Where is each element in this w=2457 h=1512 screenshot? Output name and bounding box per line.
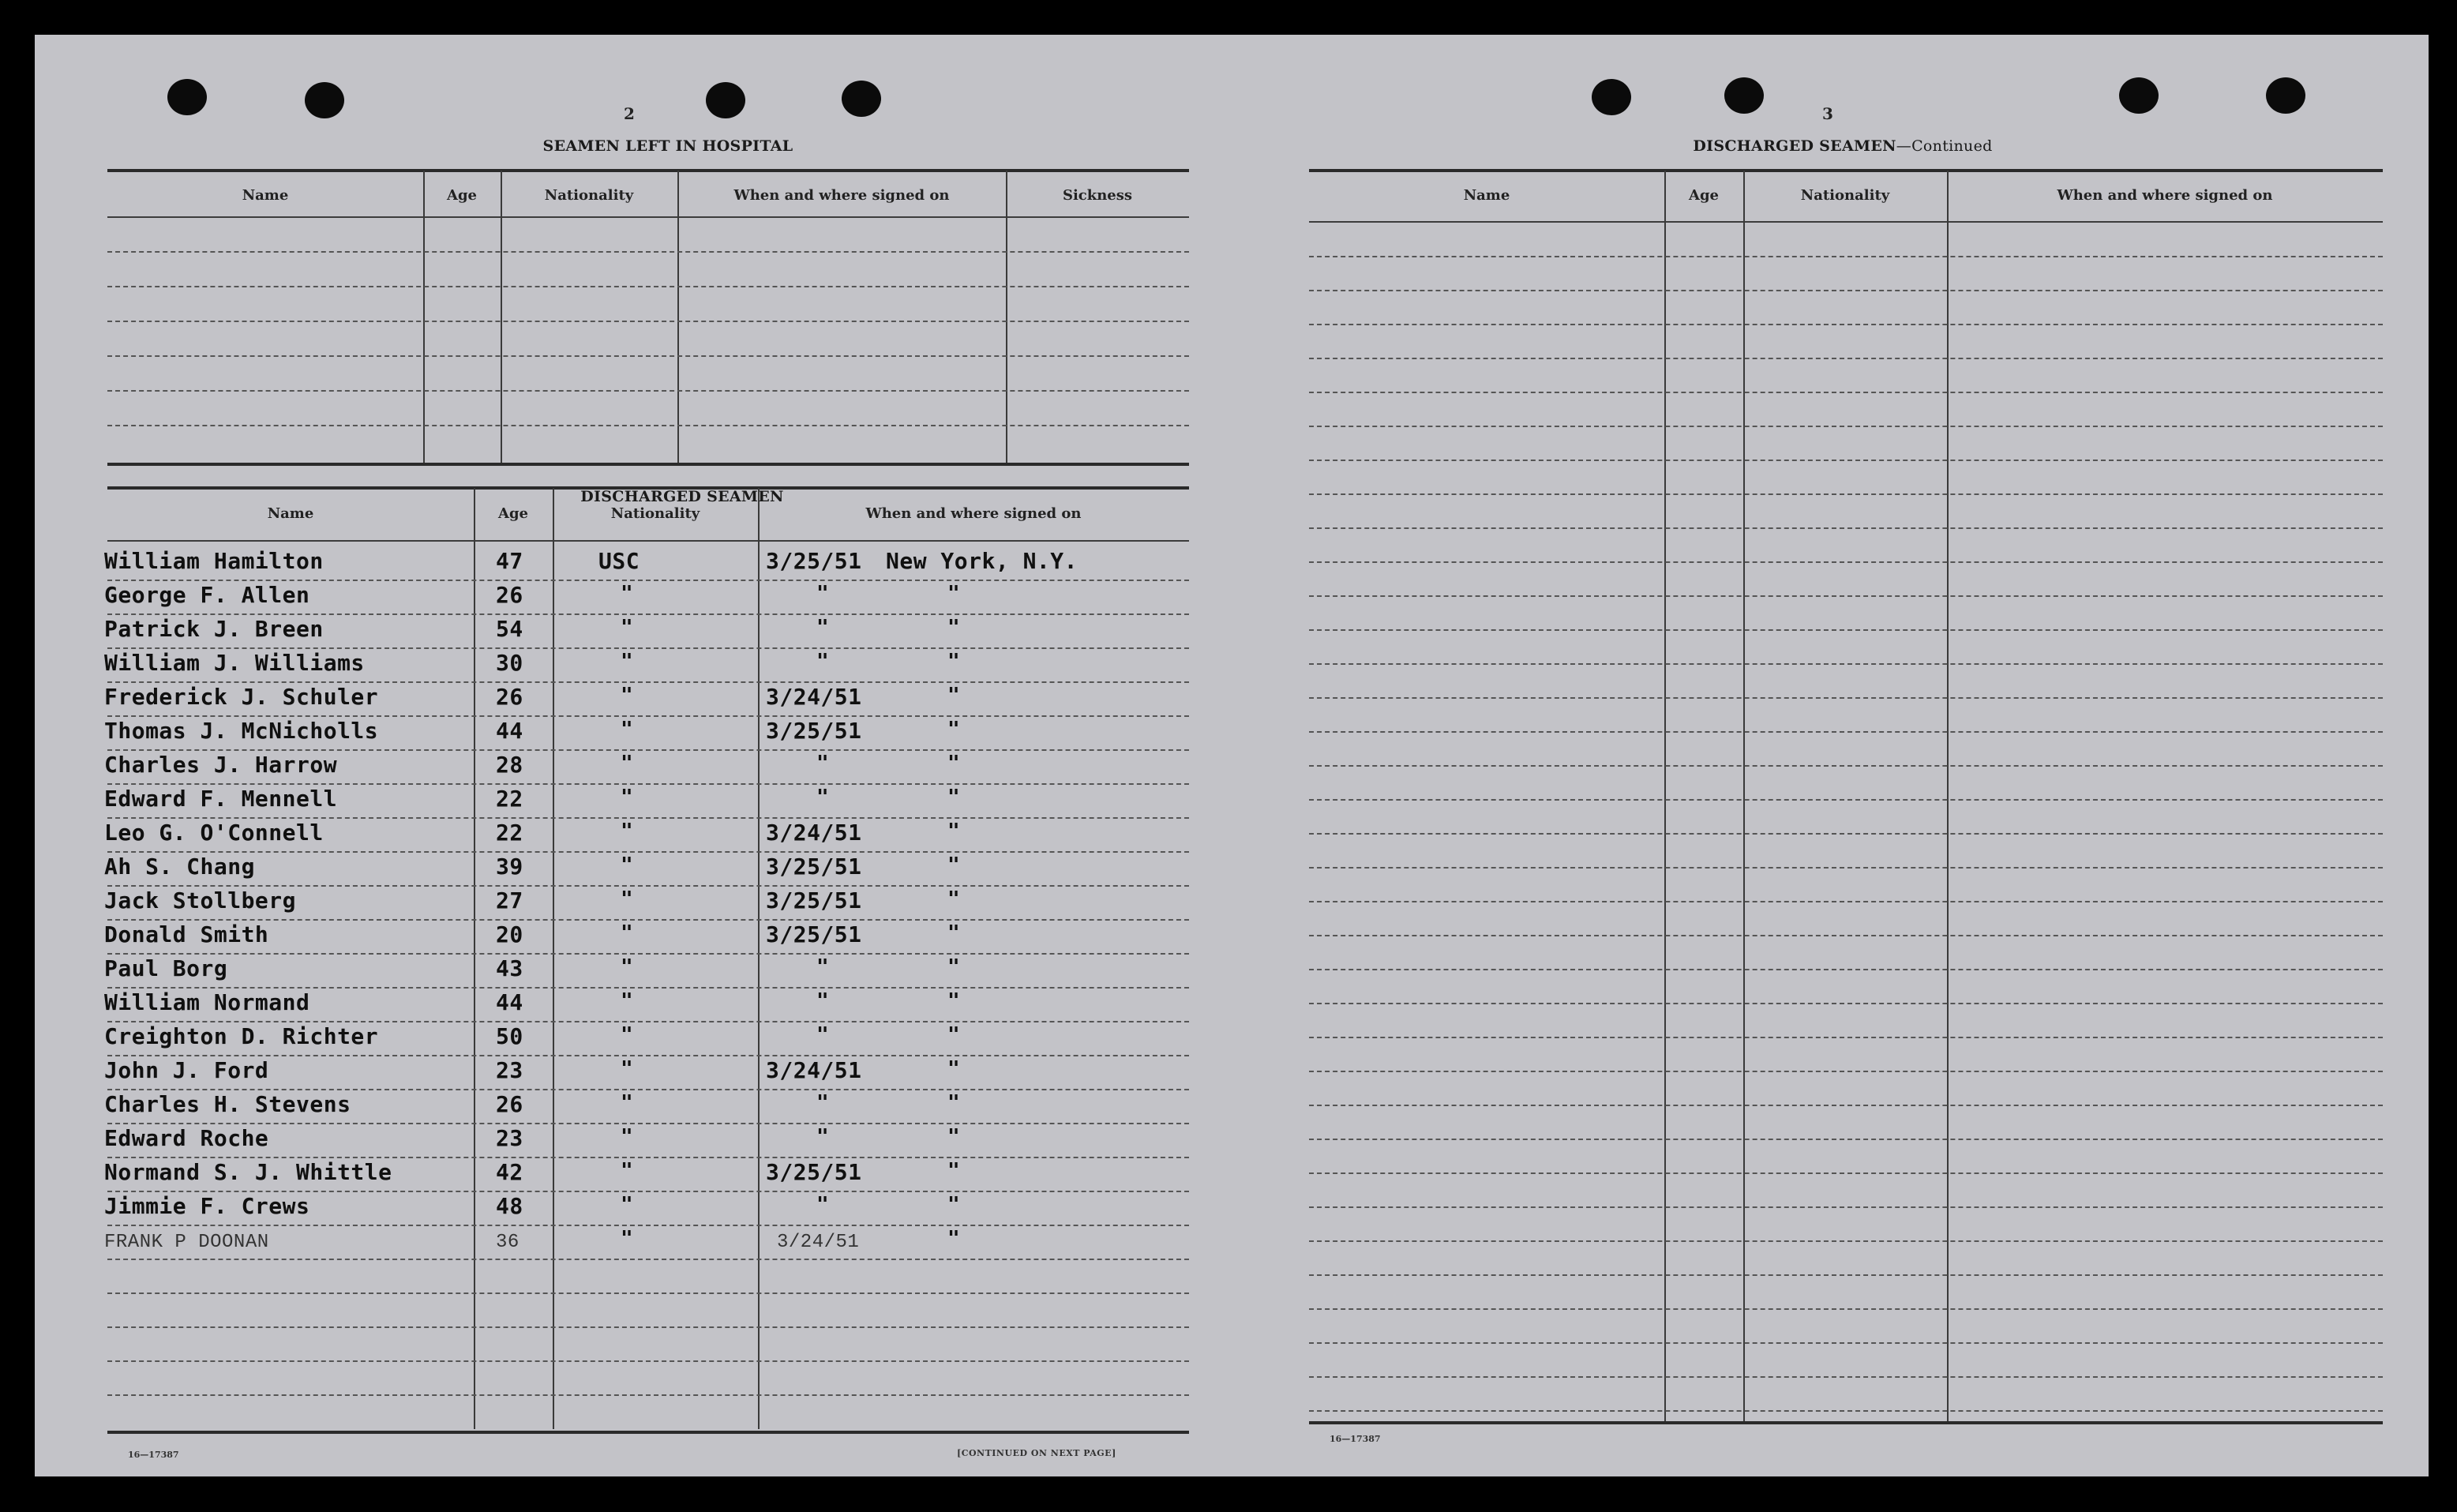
nationality-ditto: " [621, 1091, 633, 1115]
column-divider [423, 171, 425, 464]
seaman-age: 23 [496, 1125, 523, 1151]
seaman-name: Frederick J. Schuler [104, 684, 379, 710]
place-ditto: " [947, 1091, 960, 1115]
table-row-line [1309, 1240, 2383, 1242]
table-row-line [1309, 935, 2383, 936]
seaman-age: 43 [496, 955, 523, 981]
column-header-nationality: Nationality [544, 187, 634, 204]
place-ditto: " [947, 887, 960, 911]
nationality-ditto: " [621, 582, 633, 606]
table-row-line [107, 953, 1189, 955]
table-row-line [1309, 969, 2383, 970]
table-row-line [107, 1055, 1189, 1056]
nationality-ditto: " [621, 718, 633, 741]
table-row-line [1309, 1410, 2383, 1412]
table-row-line [1309, 426, 2383, 427]
date-ditto: " [816, 616, 829, 640]
table-rule [1309, 221, 2383, 223]
column-divider [501, 171, 502, 464]
date-ditto: " [816, 1125, 829, 1149]
table-row-line [1309, 1003, 2383, 1004]
table-row-line [1309, 1105, 2383, 1106]
table-row-line [107, 1157, 1189, 1158]
nationality-ditto: " [621, 1159, 633, 1183]
column-header-age: Age [1688, 187, 1719, 204]
seaman-age: 22 [496, 786, 523, 812]
nationality-ditto: " [621, 786, 633, 809]
seaman-name: Thomas J. McNicholls [104, 718, 379, 744]
column-header-age: Age [497, 505, 528, 522]
signed-on-date: 3/25/51 [766, 1159, 862, 1185]
table-row-line [1309, 1071, 2383, 1072]
column-header-name: Name [1463, 187, 1510, 204]
table-row-line [107, 1123, 1189, 1124]
page-number: 3 [1822, 104, 1833, 123]
table-row-line [107, 987, 1189, 989]
punch-hole [706, 82, 745, 118]
table-row-line [1309, 833, 2383, 835]
seaman-name: Creighton D. Richter [104, 1023, 379, 1049]
nationality-ditto: " [621, 854, 633, 877]
seaman-age: 26 [496, 684, 523, 710]
table-row-line [107, 321, 1189, 322]
nationality-ditto: " [621, 752, 633, 775]
seaman-age: 22 [496, 820, 523, 846]
table-row-line [107, 251, 1189, 253]
nationality-ditto: " [621, 921, 633, 945]
continued-note: [CONTINUED ON NEXT PAGE] [957, 1448, 1116, 1458]
table-row-line [1309, 799, 2383, 801]
signed-on-date: 3/24/51 [766, 1057, 862, 1083]
table-row-line [107, 647, 1189, 649]
table-row-line [107, 1191, 1189, 1192]
nationality-ditto: " [621, 955, 633, 979]
date-ditto: " [816, 650, 829, 673]
place-ditto: " [947, 1193, 960, 1217]
seaman-name: Jack Stollberg [104, 887, 297, 914]
column-header-age: Age [446, 187, 477, 204]
column-header-nationality: Nationality [1800, 187, 1890, 204]
place-ditto: " [947, 582, 960, 606]
seaman-age: 27 [496, 887, 523, 914]
column-divider [1006, 171, 1007, 464]
table-row-line [1309, 1308, 2383, 1310]
table-rule [107, 216, 1189, 218]
section-title-suffix: —Continued [1896, 137, 1993, 155]
table-row-line [1309, 731, 2383, 733]
table-row-line [1309, 493, 2383, 495]
signed-on-date: 3/25/51 [766, 548, 862, 574]
nationality-ditto: " [621, 820, 633, 843]
seaman-age: 44 [496, 989, 523, 1015]
table-rule [1309, 169, 2383, 172]
seaman-name: Paul Borg [104, 955, 228, 981]
seaman-name: William J. Williams [104, 650, 365, 676]
table-row-line [107, 425, 1189, 426]
table-row-line [107, 286, 1189, 287]
table-row-line [1309, 561, 2383, 563]
seaman-name: Ah S. Chang [104, 854, 255, 880]
seaman-name: Charles J. Harrow [104, 752, 338, 778]
seaman-age: 30 [496, 650, 523, 676]
table-row-line [1309, 1376, 2383, 1378]
table-row-line [1309, 1274, 2383, 1276]
place-ditto: " [947, 921, 960, 945]
seaman-name: John J. Ford [104, 1057, 269, 1083]
seaman-age: 54 [496, 616, 523, 642]
table-row-line [1309, 1037, 2383, 1038]
table-row-line [1309, 392, 2383, 393]
seaman-name: Patrick J. Breen [104, 616, 324, 642]
seaman-name: William Normand [104, 989, 310, 1015]
place-ditto: " [947, 1227, 960, 1251]
table-row-line [107, 851, 1189, 853]
form-number: 16—17387 [1330, 1434, 1381, 1444]
table-row-line [1309, 663, 2383, 665]
table-row-line [107, 1394, 1189, 1396]
table-row-line [1309, 256, 2383, 257]
table-row-line [1309, 697, 2383, 699]
nationality-ditto: " [621, 616, 633, 640]
table-row-line [107, 1360, 1189, 1362]
punch-hole [1724, 77, 1764, 114]
table-row-line [1309, 629, 2383, 631]
table-row-line [107, 783, 1189, 785]
table-row-line [1309, 1342, 2383, 1344]
seaman-age: 20 [496, 921, 523, 947]
table-row-line [107, 1293, 1189, 1294]
table-row-line [107, 749, 1189, 751]
nationality-ditto: " [621, 1125, 633, 1149]
table-row-line [107, 1326, 1189, 1328]
signed-on-date: 3/25/51 [766, 921, 862, 947]
table-rule [107, 169, 1189, 172]
seaman-name: George F. Allen [104, 582, 310, 608]
seaman-age: 48 [496, 1193, 523, 1219]
punch-hole [2119, 77, 2159, 114]
table-row-line [107, 390, 1189, 392]
place-ditto: " [947, 1125, 960, 1149]
form-number: 16—17387 [128, 1450, 179, 1460]
seaman-age: 28 [496, 752, 523, 778]
punch-hole [167, 79, 207, 115]
table-row-line [1309, 358, 2383, 359]
nationality-ditto: " [621, 650, 633, 673]
date-ditto: " [816, 1193, 829, 1217]
signed-on-place: New York, N.Y. [886, 548, 1078, 574]
nationality-ditto: " [621, 1057, 633, 1081]
seaman-age: 26 [496, 1091, 523, 1117]
signed-on-date: 3/25/51 [766, 887, 862, 914]
table-row-line [107, 580, 1189, 581]
table-row-line [107, 355, 1189, 357]
table-rule [107, 463, 1189, 466]
table-row-line [1309, 1139, 2383, 1140]
table-row-line [107, 885, 1189, 887]
place-ditto: " [947, 752, 960, 775]
table-row-line [1309, 595, 2383, 597]
table-row-line [107, 817, 1189, 819]
table-row-line [1309, 527, 2383, 529]
column-divider [758, 488, 760, 1429]
seaman-age: 47 [496, 548, 523, 574]
seaman-name: Charles H. Stevens [104, 1091, 351, 1117]
nationality-ditto: " [621, 887, 633, 911]
table-row-line [107, 1021, 1189, 1022]
signed-on-date: 3/25/51 [766, 718, 862, 744]
date-ditto: " [816, 955, 829, 979]
date-ditto: " [816, 786, 829, 809]
nationality-ditto: " [621, 1227, 633, 1251]
seaman-name: Leo G. O'Connell [104, 820, 324, 846]
table-row-line [107, 1225, 1189, 1226]
table-row-line [107, 715, 1189, 717]
date-ditto: " [816, 989, 829, 1013]
table-row-line [1309, 765, 2383, 767]
seaman-age: 23 [496, 1057, 523, 1083]
punch-hole [842, 81, 881, 117]
signed-on-date: 3/24/51 [766, 684, 862, 710]
table-row-line [1309, 901, 2383, 902]
nationality-ditto: " [621, 1023, 633, 1047]
place-ditto: " [947, 989, 960, 1013]
table-row-line [107, 613, 1189, 615]
place-ditto: " [947, 820, 960, 843]
place-ditto: " [947, 650, 960, 673]
discharged-continued-title [1645, 137, 2040, 155]
nationality-ditto: " [621, 989, 633, 1013]
column-header-name: Name [242, 187, 289, 204]
seaman-age: 50 [496, 1023, 523, 1049]
column-divider [677, 171, 679, 464]
seaman-name: William Hamilton [104, 548, 324, 574]
table-row-line [1309, 460, 2383, 461]
seaman-age: 36 [496, 1232, 520, 1253]
section-title-text: DISCHARGED SEAMEN [1693, 137, 1896, 155]
table-row-line [107, 1259, 1189, 1260]
column-header-name: Name [267, 505, 314, 522]
table-row-line [1309, 867, 2383, 869]
column-divider [474, 488, 475, 1429]
date-ditto: " [816, 752, 829, 775]
date-ditto: " [816, 1091, 829, 1115]
place-ditto: " [947, 684, 960, 707]
table-row-line [107, 1089, 1189, 1090]
seaman-age: 42 [496, 1159, 523, 1185]
seaman-name: Jimmie F. Crews [104, 1193, 310, 1219]
signed-on-date: 3/24/51 [766, 820, 862, 846]
table-row-line [1309, 290, 2383, 291]
signed-on-date: 3/25/51 [766, 854, 862, 880]
seaman-age: 26 [496, 582, 523, 608]
place-ditto: " [947, 1023, 960, 1047]
signed-on-date: 3/24/51 [777, 1232, 860, 1253]
punch-hole [2266, 77, 2305, 114]
table-rule [107, 486, 1189, 490]
table-rule [107, 540, 1189, 542]
punch-hole [1592, 79, 1631, 115]
document-sheet [35, 35, 2429, 1476]
place-ditto: " [947, 786, 960, 809]
table-row-line [1309, 324, 2383, 325]
column-header-signed-on: When and where signed on [2057, 187, 2273, 204]
seaman-nationality: USC [598, 548, 640, 574]
date-ditto: " [816, 582, 829, 606]
seaman-name: Edward Roche [104, 1125, 269, 1151]
seaman-name: Donald Smith [104, 921, 269, 947]
column-header-sickness: Sickness [1062, 187, 1133, 204]
date-ditto: " [816, 1023, 829, 1047]
table-rule [1309, 1421, 2383, 1424]
table-row-line [107, 919, 1189, 921]
nationality-ditto: " [621, 684, 633, 707]
place-ditto: " [947, 1159, 960, 1183]
page-number: 2 [624, 104, 635, 123]
table-row-line [1309, 1172, 2383, 1174]
seaman-name: FRANK P DOONAN [104, 1232, 269, 1253]
place-ditto: " [947, 616, 960, 640]
seaman-age: 39 [496, 854, 523, 880]
place-ditto: " [947, 854, 960, 877]
column-header-nationality: Nationality [610, 505, 700, 522]
nationality-ditto: " [621, 1193, 633, 1217]
place-ditto: " [947, 718, 960, 741]
place-ditto: " [947, 955, 960, 979]
seaman-age: 44 [496, 718, 523, 744]
hospital-section-title: SEAMEN LEFT IN HOSPITAL [542, 137, 793, 155]
discharged-section-title: DISCHARGED SEAMEN [580, 488, 784, 505]
column-header-signed-on: When and where signed on [865, 505, 1082, 522]
column-header-signed-on: When and where signed on [733, 187, 950, 204]
column-divider [553, 488, 554, 1429]
table-rule [107, 1431, 1189, 1434]
place-ditto: " [947, 1057, 960, 1081]
table-row-line [1309, 1206, 2383, 1208]
table-row-line [107, 681, 1189, 683]
seaman-name: Edward F. Mennell [104, 786, 338, 812]
seaman-name: Normand S. J. Whittle [104, 1159, 392, 1185]
punch-hole [305, 82, 344, 118]
